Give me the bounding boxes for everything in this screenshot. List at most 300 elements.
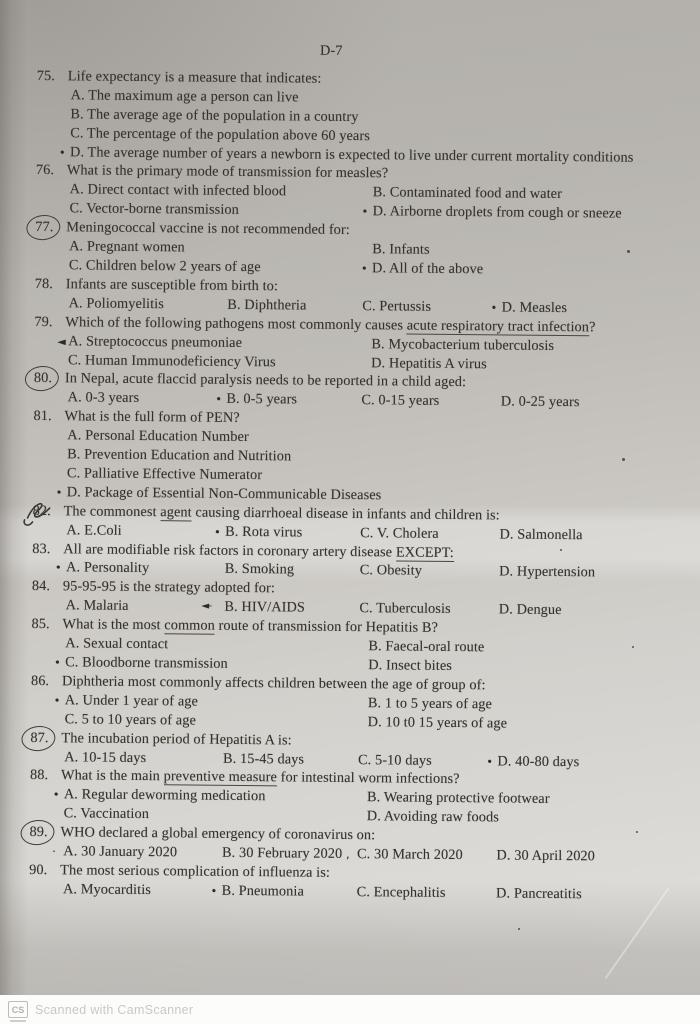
question-number: 83.: [32, 540, 51, 557]
option-label: C.: [64, 710, 79, 728]
pen-scribble-mark: [22, 496, 58, 530]
question-text-part: 95-95-95 is the strategy adopted for:: [62, 578, 276, 597]
question-body: [54, 615, 691, 678]
option: [68, 389, 227, 409]
question-number: 87.: [30, 729, 49, 746]
question-number-cell: [32, 540, 63, 559]
option-label: D.: [500, 393, 515, 410]
question-text-part: The commonest: [63, 503, 161, 520]
option-label: B.: [367, 694, 382, 712]
option-label: B.: [372, 241, 386, 258]
option-text: The percentage of the population above 60 years: [86, 125, 371, 144]
question-text-part: What is the primary mode of transmission for measles?: [66, 162, 389, 182]
option: [223, 749, 358, 769]
question-text-part: In Nepal, acute flaccid paralysis needs to be reported in a child aged:: [64, 370, 467, 391]
question-text-part: The incubation period of Hepatitis A is:: [61, 729, 292, 749]
option-text: 10-15 days: [81, 748, 147, 766]
question: [32, 502, 691, 546]
option: [486, 752, 689, 773]
question-number-cell: [35, 218, 66, 237]
option: [63, 880, 222, 900]
option: [490, 298, 694, 319]
question: [31, 615, 691, 678]
option-label: D.: [497, 752, 512, 770]
option-text: Direct contact with infected blood: [87, 181, 287, 200]
option: [210, 882, 357, 902]
question-list: [0, 67, 700, 906]
question-number-cell: [33, 502, 64, 521]
option-label: C.: [65, 654, 79, 671]
answer-marker: •: [55, 486, 63, 500]
question-number-cell: [31, 615, 62, 634]
option-label: D.: [367, 713, 382, 731]
option-label: A.: [67, 427, 82, 444]
option-label: D.: [372, 203, 387, 220]
option-label: D.: [66, 484, 81, 501]
options: [66, 181, 694, 225]
option-label: D.: [499, 563, 514, 581]
option: [69, 200, 372, 222]
option: [368, 713, 690, 735]
option-label: A.: [65, 559, 81, 576]
answer-marker: •: [54, 656, 61, 670]
option-text: 30 February 2020: [239, 845, 343, 863]
option-text: Poliomyelitis: [86, 295, 165, 312]
option-label: D.: [499, 526, 514, 543]
answer-marker: •: [55, 561, 62, 575]
answer-marker: •: [53, 693, 61, 708]
option-label: C.: [359, 562, 374, 579]
option: [499, 563, 691, 584]
answer-marker: •: [52, 788, 60, 802]
option-text: Regular deworming medication: [81, 786, 266, 805]
option: [361, 391, 501, 411]
option-text: Vector-borne transmission: [86, 200, 240, 219]
option-text: Wearing protective footwear: [383, 789, 550, 808]
option: [215, 390, 361, 410]
option-label: C.: [357, 846, 371, 863]
option-text: The average age of the population in a country: [87, 106, 359, 125]
option-text: 5 to 10 years of age: [81, 711, 197, 729]
option-text: Encephalitis: [373, 884, 446, 901]
option-label: D.: [501, 299, 516, 316]
question-text-part: ?: [588, 318, 596, 336]
option-text: 30 January 2020: [81, 843, 178, 861]
option-text: Rota virus: [242, 523, 303, 541]
option: [346, 845, 497, 865]
ink-speck: [622, 458, 625, 461]
question: [30, 766, 690, 829]
option-label: B.: [67, 446, 81, 463]
option-text: 5-10 days: [374, 751, 432, 769]
question-text-part: common: [164, 617, 215, 634]
option: [360, 524, 500, 544]
ink-speck: [636, 831, 638, 833]
option-label: A.: [63, 843, 78, 860]
options: [53, 691, 690, 735]
question-text-part: The most serious complication of influenza is:: [60, 862, 331, 881]
option-text: Pancreatitis: [513, 885, 582, 903]
option-label: C.: [360, 524, 374, 541]
answer-marker: •: [361, 262, 368, 276]
question-text-part: route of transmission for Hepatitis B?: [214, 617, 439, 637]
option-text: Pneumonia: [238, 882, 305, 900]
question-number: 75.: [36, 67, 56, 85]
options: [57, 332, 693, 376]
option-text: Avoiding raw foods: [383, 808, 499, 826]
option-label: D.: [371, 354, 386, 371]
question-number-cell: [33, 407, 64, 426]
option-text: Under 1 year of age: [82, 692, 199, 710]
option-label: D.: [366, 808, 382, 825]
question-number: 88.: [29, 767, 49, 784]
option: [361, 259, 694, 281]
answer-marker: ·: [52, 845, 57, 859]
option-label: C.: [356, 883, 371, 901]
option-text: Vaccination: [80, 805, 150, 823]
question-number-cell: [37, 67, 68, 86]
option-text: Sexual contact: [83, 635, 169, 653]
question-number: 78.: [34, 275, 54, 293]
question-text-part: Which of the following pathogens most commonly causes: [65, 313, 407, 334]
question-number-cell: [29, 861, 60, 880]
pen-circle-mark: [24, 365, 61, 394]
answer-marker: •: [58, 145, 66, 159]
question-number: 77.: [35, 219, 54, 236]
question-body: [55, 540, 691, 584]
ink-speck: [627, 250, 630, 253]
page-content: [0, 39, 700, 905]
answer-marker: •: [210, 884, 218, 898]
option: [496, 846, 688, 867]
option-text: V. Cholera: [376, 524, 439, 542]
option-label: C.: [359, 600, 373, 617]
option-text: 1 to 5 years of age: [384, 695, 493, 713]
option-text: 40-80 days: [515, 753, 580, 770]
options: [52, 786, 689, 830]
question-body: [63, 578, 691, 622]
page-header: D-7: [319, 42, 343, 59]
question-text-part: for intestinal worm infections?: [276, 769, 460, 788]
option-text: Salmonella: [517, 526, 583, 543]
option-text: Diphtheria: [244, 296, 307, 314]
question-body: [61, 729, 689, 773]
option: [368, 656, 690, 678]
option-text: Obesity: [376, 562, 423, 580]
option-label: A.: [62, 881, 78, 898]
option: [69, 294, 228, 314]
option-label: B.: [221, 882, 236, 899]
option: [362, 297, 502, 317]
option-text: 15-45 days: [239, 750, 305, 768]
option: [367, 807, 689, 829]
question-number: 79.: [34, 313, 53, 330]
question-body: [66, 275, 694, 319]
question-body: [52, 823, 688, 867]
option-text: Airborne droplets from cough or sneeze: [389, 203, 622, 222]
option: [214, 522, 360, 542]
question-number: 76.: [35, 162, 55, 179]
option-label: A.: [68, 295, 83, 312]
question: [35, 161, 695, 224]
question-number-cell: [34, 369, 65, 388]
option-text: Personality: [83, 559, 150, 577]
option-label: A.: [64, 748, 79, 765]
question: [35, 275, 694, 319]
options: [54, 634, 690, 678]
question-text-part: What is the most: [62, 616, 165, 634]
answer-marker: ◄: [57, 334, 66, 348]
option-label: D.: [69, 143, 85, 160]
option-text: 0-15 years: [378, 392, 440, 410]
option: [360, 562, 500, 582]
option-text: Malaria: [83, 597, 129, 615]
option: [357, 883, 497, 903]
option-label: C.: [68, 257, 83, 274]
question-number-cell: [29, 823, 60, 842]
option-text: Personal Education Number: [85, 427, 249, 446]
option-text: Bloodborne transmission: [82, 654, 228, 672]
option-text: Dengue: [516, 601, 562, 619]
question-text-part: agent: [160, 503, 192, 521]
camscanner-logo-icon: CS: [8, 1001, 28, 1018]
option-label: A.: [63, 786, 79, 803]
camscanner-bar: [0, 995, 700, 1024]
option-label: B.: [70, 106, 84, 123]
option: [66, 521, 225, 541]
question-body: [60, 861, 688, 905]
option-text: Streptococcus pneumoniae: [85, 333, 243, 351]
option-label: B.: [224, 561, 239, 578]
option-label: A.: [69, 238, 84, 255]
option: [359, 599, 499, 619]
option-text: Tuberculosis: [376, 600, 451, 618]
question-text-part: WHO declared a global emergency of coronavirus on:: [60, 824, 376, 844]
question-body: [66, 218, 695, 281]
answer-marker: •: [486, 754, 494, 768]
question-number-cell: [35, 275, 66, 294]
option: [201, 598, 359, 618]
option-text: The average number of years a newborn is expected to live under current mortality conditions: [87, 143, 634, 166]
option: [55, 559, 225, 579]
option-label: B.: [224, 599, 238, 616]
option: [501, 393, 693, 414]
option: [54, 653, 368, 675]
option: [227, 296, 362, 316]
option: [222, 844, 357, 864]
question-text-part: Meningococcal vaccine is not recommended for:: [66, 219, 350, 239]
answer-marker: ◄–: [201, 600, 211, 612]
option-text: The maximum age a person can live: [88, 87, 299, 106]
option: [65, 710, 368, 732]
options: [58, 86, 696, 168]
option: [52, 842, 222, 862]
option-text: Hypertension: [516, 564, 596, 581]
question-text-part: All are modifiable risk factors in coronary artery disease: [63, 540, 396, 561]
question-number: 84.: [31, 578, 51, 595]
answer-marker: •: [215, 393, 223, 407]
option-label: B.: [226, 391, 240, 408]
option-label: A.: [70, 87, 85, 104]
option-text: 10 t0 15 years of age: [385, 714, 508, 732]
option-label: B.: [368, 638, 382, 655]
question-number-cell: [30, 766, 61, 785]
option-text: Prevention Education and Nutrition: [84, 446, 292, 465]
question: [30, 729, 689, 773]
option: [64, 748, 223, 768]
option-label: A.: [65, 635, 80, 652]
option-text: Pregnant women: [86, 238, 185, 256]
ink-speck: [632, 646, 634, 648]
ink-speck: [560, 549, 562, 551]
option: [225, 560, 360, 580]
question-text-part: causing diarrhoeal disease in infants and children is:: [191, 504, 500, 524]
option-text: 0-25 years: [518, 393, 580, 411]
option: [371, 354, 693, 376]
option-text: 30 April 2020: [514, 847, 596, 865]
option-text: 0-5 years: [243, 391, 298, 408]
question: [34, 313, 694, 376]
question-body: [53, 672, 691, 735]
question-number: 90.: [29, 861, 48, 879]
camscanner-watermark-text: Scanned with CamScanner: [35, 1002, 194, 1017]
option-label: A.: [67, 389, 82, 406]
option-label: C.: [361, 392, 375, 409]
option: [499, 525, 691, 546]
option-text: 0-3 years: [85, 389, 140, 407]
option-label: D.: [368, 657, 383, 674]
question-text-part: preventive measure: [163, 768, 278, 786]
options: [66, 237, 694, 281]
question-text-part: Infants are susceptible from birth to:: [65, 276, 279, 295]
option: [64, 805, 367, 827]
option-label: B.: [227, 296, 241, 313]
question-number: 89.: [29, 824, 48, 841]
pen-circle-mark: [20, 724, 57, 753]
option: [358, 751, 498, 771]
question-text-part: Life expectancy is a measure that indicates:: [67, 68, 322, 87]
question-number: 81.: [33, 408, 52, 425]
option: [499, 601, 691, 622]
option-text: Infants: [389, 241, 430, 258]
option-text: Smoking: [241, 561, 295, 578]
question-number-cell: [36, 161, 67, 180]
options: [55, 426, 693, 508]
pen-circle-mark: [25, 213, 62, 242]
answer-marker: •: [214, 525, 221, 539]
question-number-cell: [32, 577, 63, 596]
option-label: D.: [498, 601, 513, 618]
question: [34, 369, 693, 413]
option-label: B.: [372, 184, 387, 201]
question: [36, 67, 696, 168]
option-text: Myocarditis: [80, 881, 152, 898]
option-label: A.: [66, 521, 81, 539]
option-label: B.: [222, 750, 237, 767]
question-number-cell: [31, 672, 62, 691]
question-body: [63, 502, 691, 546]
option-text: 30 March 2020: [374, 846, 463, 864]
question-body: [65, 370, 693, 414]
option-label: A.: [64, 692, 79, 709]
option-text: E.Coli: [84, 522, 122, 539]
option-label: B.: [366, 789, 381, 806]
option-label: B.: [225, 523, 239, 540]
question-text-part: acute respiratory tract infection: [406, 317, 590, 335]
question-text-part: What is the main: [60, 767, 164, 785]
answer-marker: ‚: [346, 848, 350, 862]
question: [29, 861, 688, 905]
option-label: C.: [63, 805, 78, 822]
option-label: C.: [70, 124, 84, 142]
option: [69, 256, 372, 278]
question-text-part: What is the full form of PEN?: [64, 408, 240, 427]
pen-circle-mark: [19, 818, 56, 847]
option-label: B.: [371, 335, 385, 352]
option-label: A.: [69, 181, 84, 198]
question-number: 86.: [30, 672, 50, 690]
option-label: D.: [496, 847, 511, 864]
option: [361, 202, 695, 224]
option-text: Children below 2 years of age: [85, 257, 261, 276]
option-text: HIV/AIDS: [241, 599, 306, 616]
option-text: All of the above: [389, 260, 484, 278]
question: [35, 218, 695, 281]
question-number-cell: [30, 729, 61, 748]
question-text-part: Diphtheria most commonly affects children between the age of group of:: [61, 673, 486, 694]
option-label: A.: [65, 597, 80, 614]
question-body: [55, 407, 693, 508]
answer-marker: •: [361, 205, 369, 219]
question-body: [57, 313, 694, 376]
question-number: 82.: [32, 502, 51, 519]
question: [31, 672, 691, 735]
option: [68, 351, 371, 373]
option-text: Contaminated food and water: [389, 184, 563, 203]
option-label: D.: [496, 885, 511, 902]
option-label: C.: [357, 751, 372, 768]
option-text: Package of Essential Non-Communicable Diseases: [84, 484, 382, 504]
question-body: [52, 767, 690, 830]
option-label: A.: [68, 332, 83, 350]
option-text: Faecal-oral route: [385, 638, 485, 656]
answer-marker: •: [490, 301, 498, 315]
option-text: Mycobacterium tuberculosis: [388, 335, 555, 354]
option-label: C.: [67, 351, 82, 368]
question-number: 80.: [33, 370, 53, 387]
question-text-part: EXCEPT:: [395, 544, 454, 561]
question: [32, 577, 691, 621]
option-text: Insect bites: [385, 657, 453, 674]
option-text: Palliative Effective Numerator: [83, 465, 263, 484]
option-label: C.: [362, 297, 376, 315]
ink-speck: [518, 928, 520, 930]
question: [33, 407, 693, 508]
question-body: [58, 67, 696, 168]
option-label: D.: [372, 260, 387, 277]
question: [32, 540, 691, 584]
option-label: C.: [69, 200, 83, 217]
option-text: Measles: [519, 299, 568, 316]
question-number-cell: [34, 313, 65, 332]
question-number: 85.: [31, 616, 50, 633]
option-label: B.: [222, 844, 236, 861]
option-text: Pertussis: [379, 298, 432, 315]
option-label: C.: [66, 465, 81, 482]
question-body: [66, 162, 695, 225]
question: [29, 823, 688, 867]
option-text: Human Immunodeficiency Virus: [84, 351, 276, 370]
